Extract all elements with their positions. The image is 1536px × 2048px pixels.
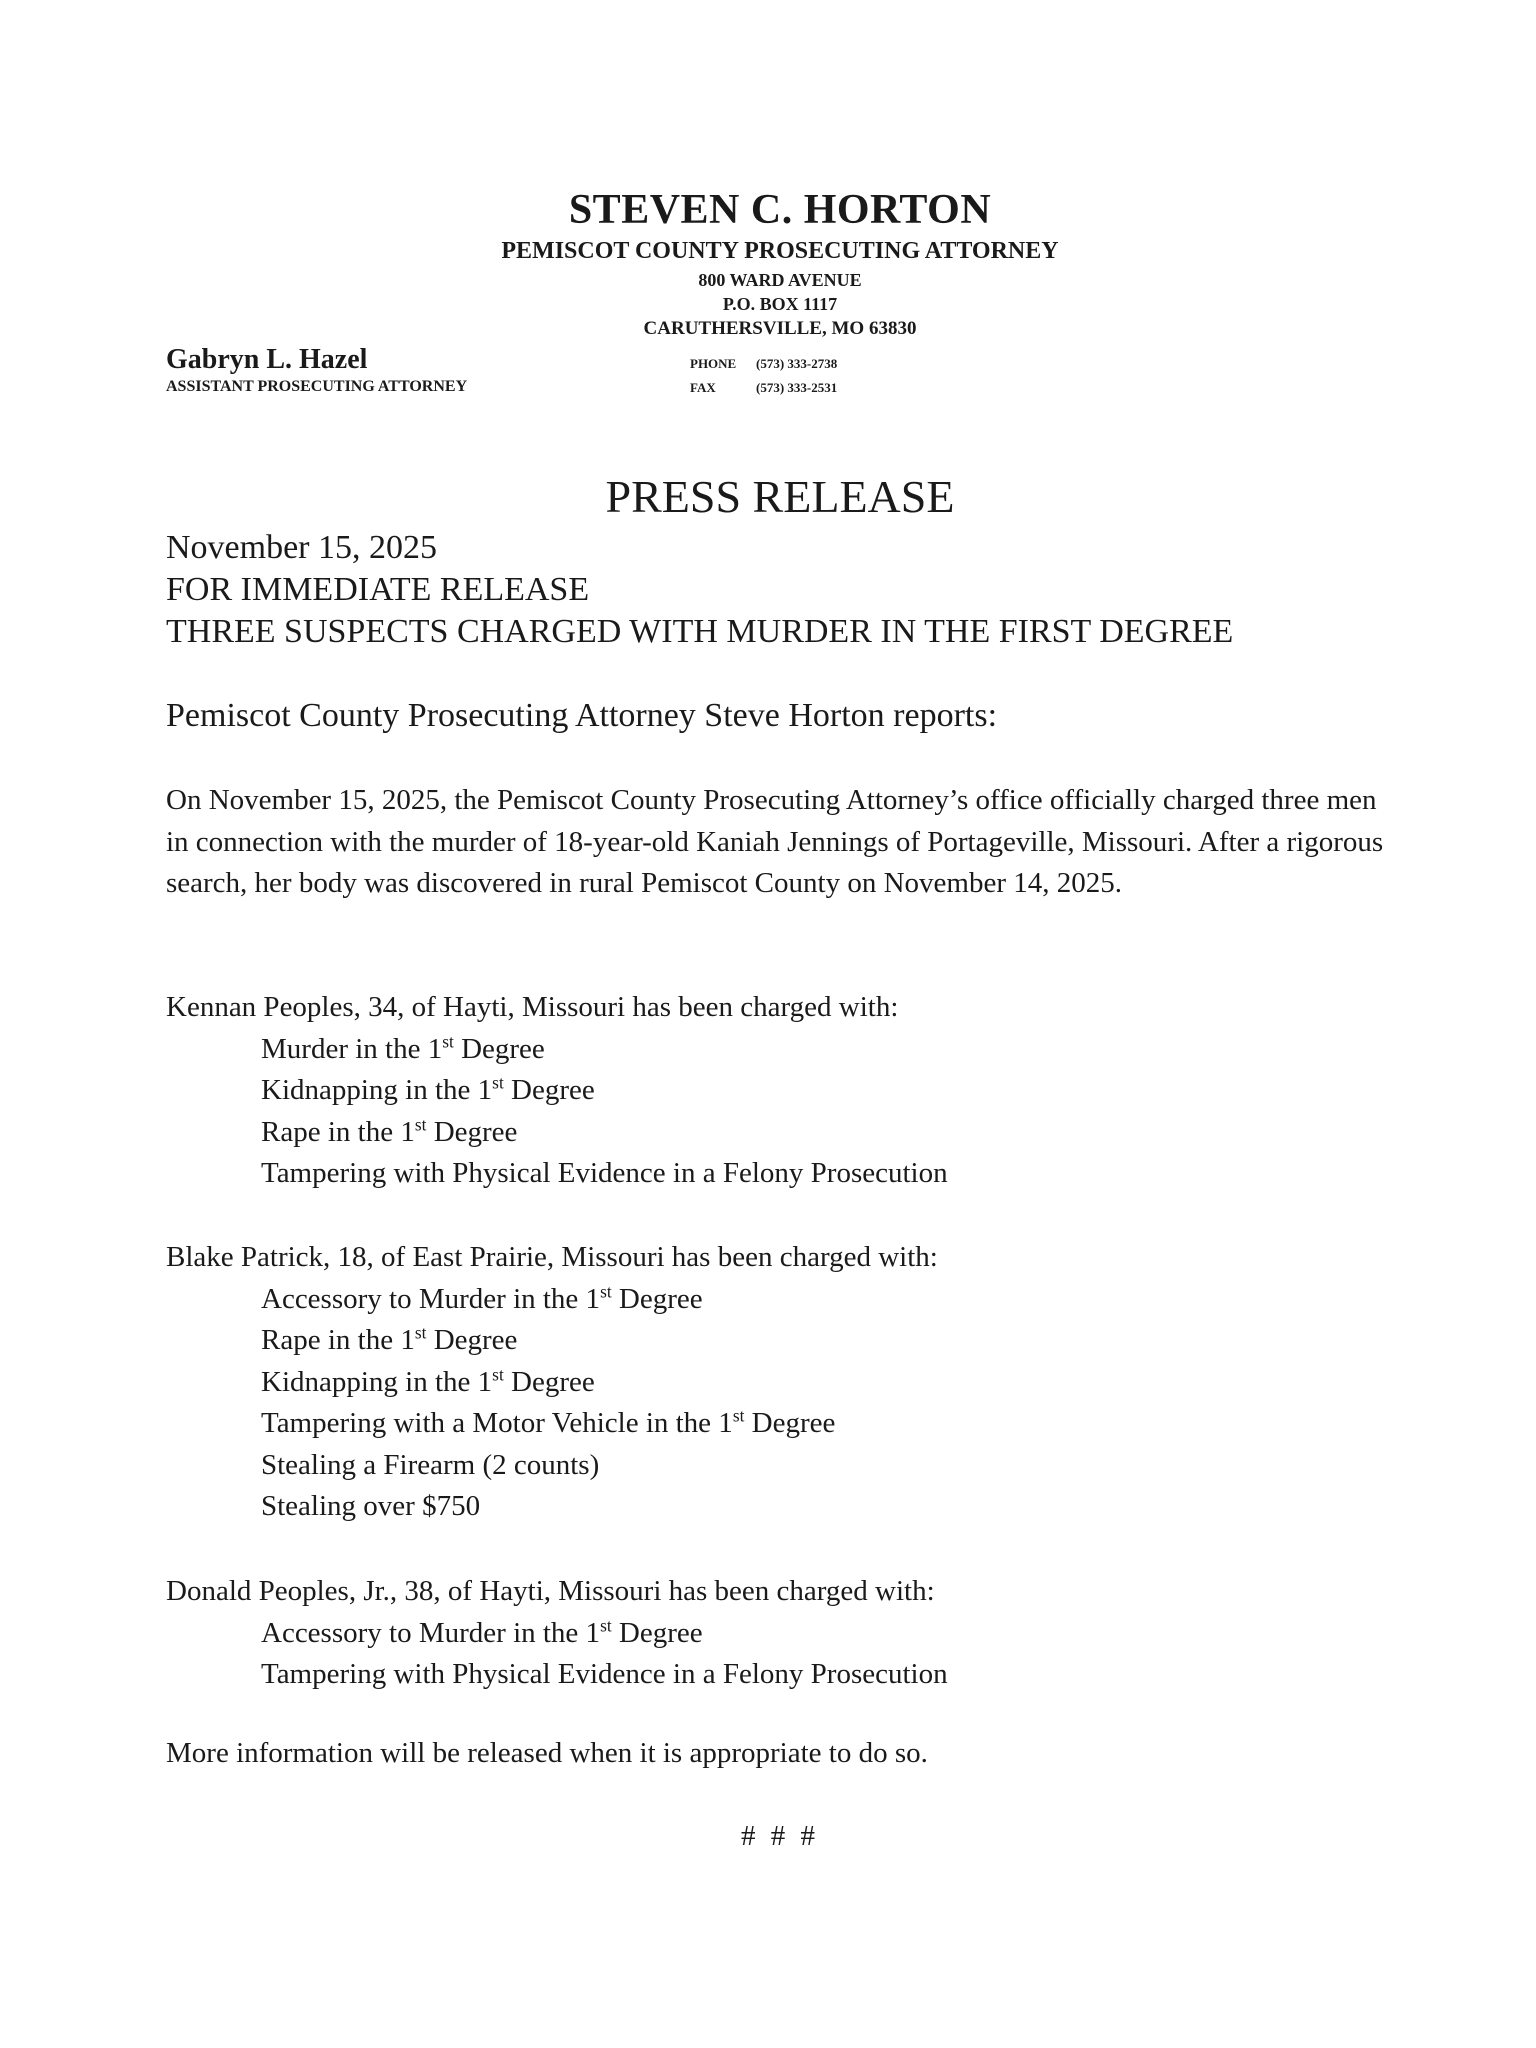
phone-line (690, 356, 837, 372)
closing-statement: More information will be released when it is appropriate to do so. (166, 1737, 928, 1769)
fax-label: FAX (690, 380, 716, 395)
headline: THREE SUSPECTS CHARGED WITH MURDER IN THE FIRST DEGREE (166, 613, 1234, 650)
suspect-intro: Kennan Peoples, 34, of Hayti, Missouri has been charged with: (166, 991, 899, 1023)
charge-item: Tampering with a Motor Vehicle in the 1st Degree (261, 1405, 836, 1439)
prosecutor-name: STEVEN C. HORTON (568, 187, 992, 233)
charge-item: Murder in the 1st Degree (261, 1030, 545, 1065)
charge-item: Accessory to Murder in the 1st Degree (261, 1614, 703, 1649)
fax-number: (573) 333-2531 (756, 380, 838, 395)
office-title: PEMISCOT COUNTY PROSECUTING ATTORNEY (501, 238, 1059, 264)
address-city: CARUTHERSVILLE, MO 63830 (643, 318, 917, 339)
phone-number: (573) 333-2738 (756, 356, 838, 371)
charge-list (166, 1613, 948, 1696)
charge-item: Rape in the 1st Degree (261, 1113, 518, 1148)
charge-item: Tampering with Physical Evidence in a Felony Prosecution (261, 1658, 948, 1690)
phone-label: PHONE (690, 356, 737, 371)
charge-item: Kidnapping in the 1st Degree (261, 1072, 595, 1106)
charge-list (166, 1029, 948, 1195)
suspect-intro: Blake Patrick, 18, of East Prairie, Missouri has been charged with: (166, 1241, 938, 1273)
immediate-release-line: FOR IMMEDIATE RELEASE (166, 571, 590, 608)
charge-item: Accessory to Murder in the 1st Degree (261, 1280, 703, 1315)
fax-line (690, 380, 837, 396)
charge-item: Stealing over $750 (261, 1490, 481, 1522)
end-mark: # # # (741, 1820, 819, 1852)
intro-paragraph: On November 15, 2025, the Pemiscot County Prosecuting Attorney’s office officially charged three men in connection with the murder of 18-year-old Kaniah Jennings of Portageville, Missouri. After a rigorous search, her body was discovered in rural Pemiscot County on November 14, 2025. (166, 784, 1384, 899)
charge-item: Tampering with Physical Evidence in a Felony Prosecution (261, 1157, 948, 1189)
charge-item: Stealing a Firearm (2 counts) (261, 1448, 600, 1481)
charge-item: Kidnapping in the 1st Degree (261, 1363, 595, 1398)
assistant-title: ASSISTANT PROSECUTING ATTORNEY (166, 378, 468, 395)
suspect-intro: Donald Peoples, Jr., 38, of Hayti, Missouri has been charged with: (166, 1575, 935, 1607)
reports-line: Pemiscot County Prosecuting Attorney Steve Horton reports: (166, 697, 998, 734)
suspect-block (166, 1571, 948, 1696)
release-date: November 15, 2025 (166, 529, 438, 566)
charge-item: Rape in the 1st Degree (261, 1322, 518, 1356)
suspect-block (166, 987, 948, 1195)
press-release-heading: PRESS RELEASE (605, 471, 955, 522)
address-street: 800 WARD AVENUE (698, 270, 862, 290)
charge-list (166, 1279, 938, 1528)
assistant-name: Gabryn L. Hazel (166, 344, 368, 375)
address-po-box: P.O. BOX 1117 (722, 294, 838, 314)
suspect-block (166, 1237, 938, 1528)
